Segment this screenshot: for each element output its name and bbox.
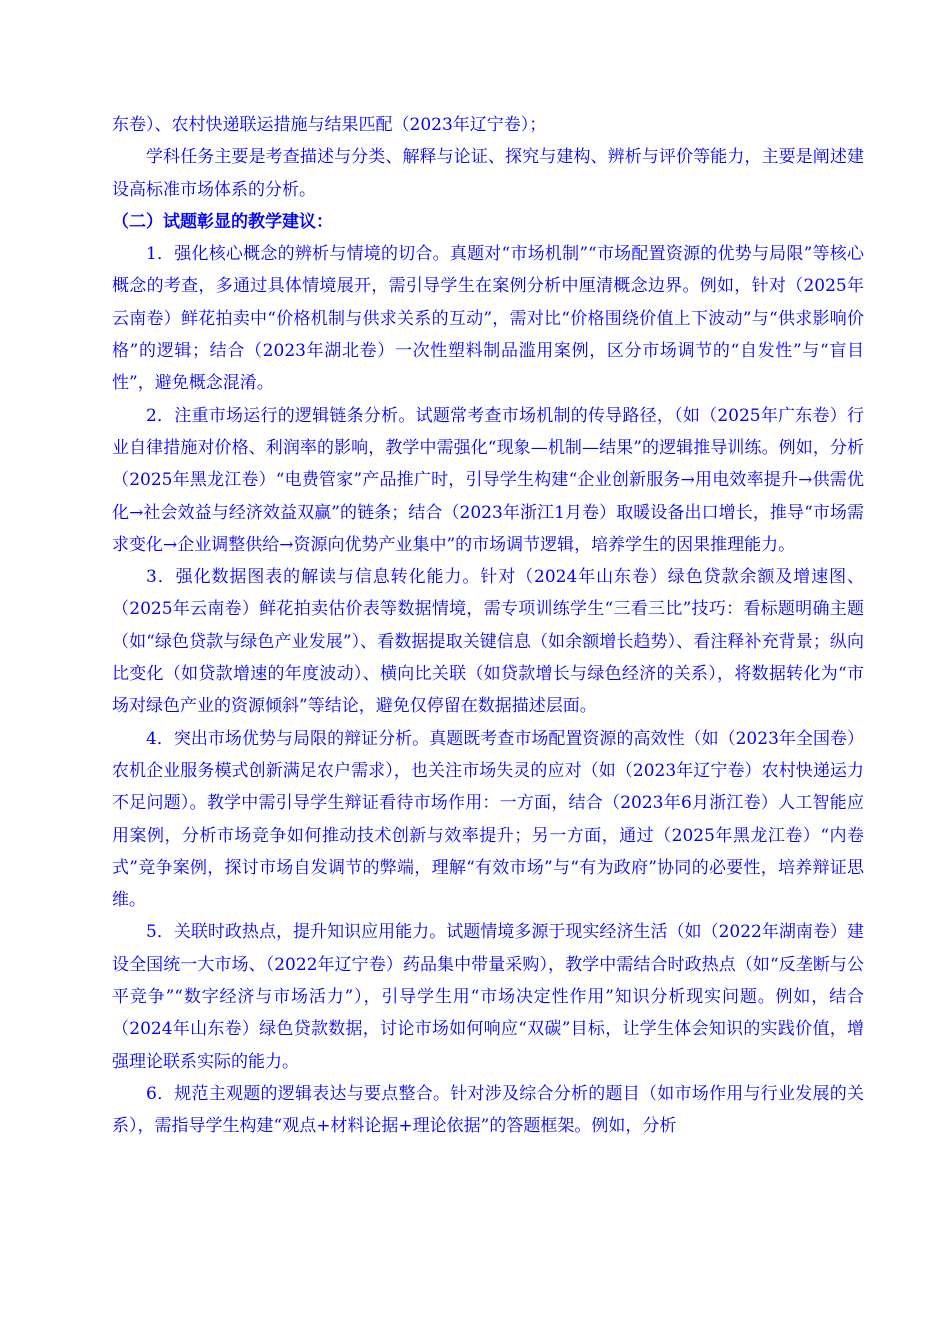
paragraph-suggestion-2: 2．注重市场运行的逻辑链条分析。试题常考查市场机制的传导路径，（如（2025年广东卷）行业自律措施对价格、利润率的影响，教学中需强化“现象—机制—结果”的逻辑推导训练。例如，分析（2025年黑龙江卷）“电费管家”产品推广时，引导学生构建“企业创新服务→用电效率提升→供需优化→社会效益与经济效益双赢”的链条；结合（2023年浙江1月卷）取暖设备出口增长，推导“市场需求变化→企业调整供给→资源向优势产业集中”的市场调节逻辑，培养学生的因果推理能力。: [112, 405, 864, 555]
section-heading-teaching-suggestions: （二）试题彰显的教学建议：: [112, 211, 333, 232]
paragraph-suggestion-1: 1．强化核心概念的辨析与情境的切合。真题对“市场机制”“市场配置资源的优势与局限”等核心概念的考查，多通过具体情境展开，需引导学生在案例分析中厘清概念边界。例如，针对（2025年云南卷）鲜花拍卖中“价格机制与供求关系的互动”，需对比“价格围绕价值上下波动”与“供求影响价格”的逻辑；结合（2023年湖北卷）一次性塑料制品滥用案例，区分市场调节的“自发性”与“盲目性”，避免概念混淆。: [112, 244, 864, 394]
paragraph-suggestion-6: 6．规范主观题的逻辑表达与要点整合。针对涉及综合分析的题目（如市场作用与行业发展的关系），需指导学生构建“观点+材料论据+理论依据”的答题框架。例如，分析: [112, 1083, 864, 1137]
document-page: [112, 109, 864, 1143]
paragraph-continuation: 东卷）、农村快递联运措施与结果匹配（2023年辽宁卷）；: [112, 115, 547, 135]
paragraph-suggestion-3: 3．强化数据图表的解读与信息转化能力。针对（2024年山东卷）绿色贷款余额及增速图、（2025年云南卷）鲜花拍卖估价表等数据情境，需专项训练学生“三看三比”技巧：看标题明确主题（如“绿色贷款与绿色产业发展”）、看数据提取关键信息（如余额增长趋势）、看注释补充背景；纵向比变化（如贷款增速的年度波动）、横向比关联（如贷款增长与绿色经济的关系），将数据转化为“市场对绿色产业的资源倾斜”等结论，避免仅停留在数据描述层面。: [112, 567, 864, 717]
paragraph-suggestion-4: 4．突出市场优势与局限的辩证分析。真题既考查市场配置资源的高效性（如（2023年全国卷）农机企业服务模式创新满足农户需求），也关注市场失灵的应对（如（2023年辽宁卷）农村快递运力不足问题）。教学中需引导学生辩证看待市场作用：一方面，结合（2023年6月浙江卷）人工智能应用案例，分析市场竞争如何推动技术创新与效率提升；另一方面，通过（2025年黑龙江卷）“内卷式”竞争案例，探讨市场自发调节的弊端，理解“有效市场”与“有为政府”协同的必要性，培养辩证思维。: [112, 728, 864, 911]
paragraph-subject-task: 学科任务主要是考查描述与分类、解释与论证、探究与建构、辨析与评价等能力，主要是阐述建设高标准市场体系的分析。: [112, 147, 864, 200]
paragraph-suggestion-5: 5．关联时政热点，提升知识应用能力。试题情境多源于现实经济生活（如（2022年湖南卷）建设全国统一大市场、（2022年辽宁卷）药品集中带量采购），教学中需结合时政热点（如“反垄断与公平竞争”“数字经济与市场活力”），引导学生用“市场决定性作用”知识分析现实问题。例如，结合（2024年山东卷）绿色贷款数据，讨论市场如何响应“双碳”目标，让学生体会知识的实践价值，增强理论联系实际的能力。: [112, 922, 864, 1072]
